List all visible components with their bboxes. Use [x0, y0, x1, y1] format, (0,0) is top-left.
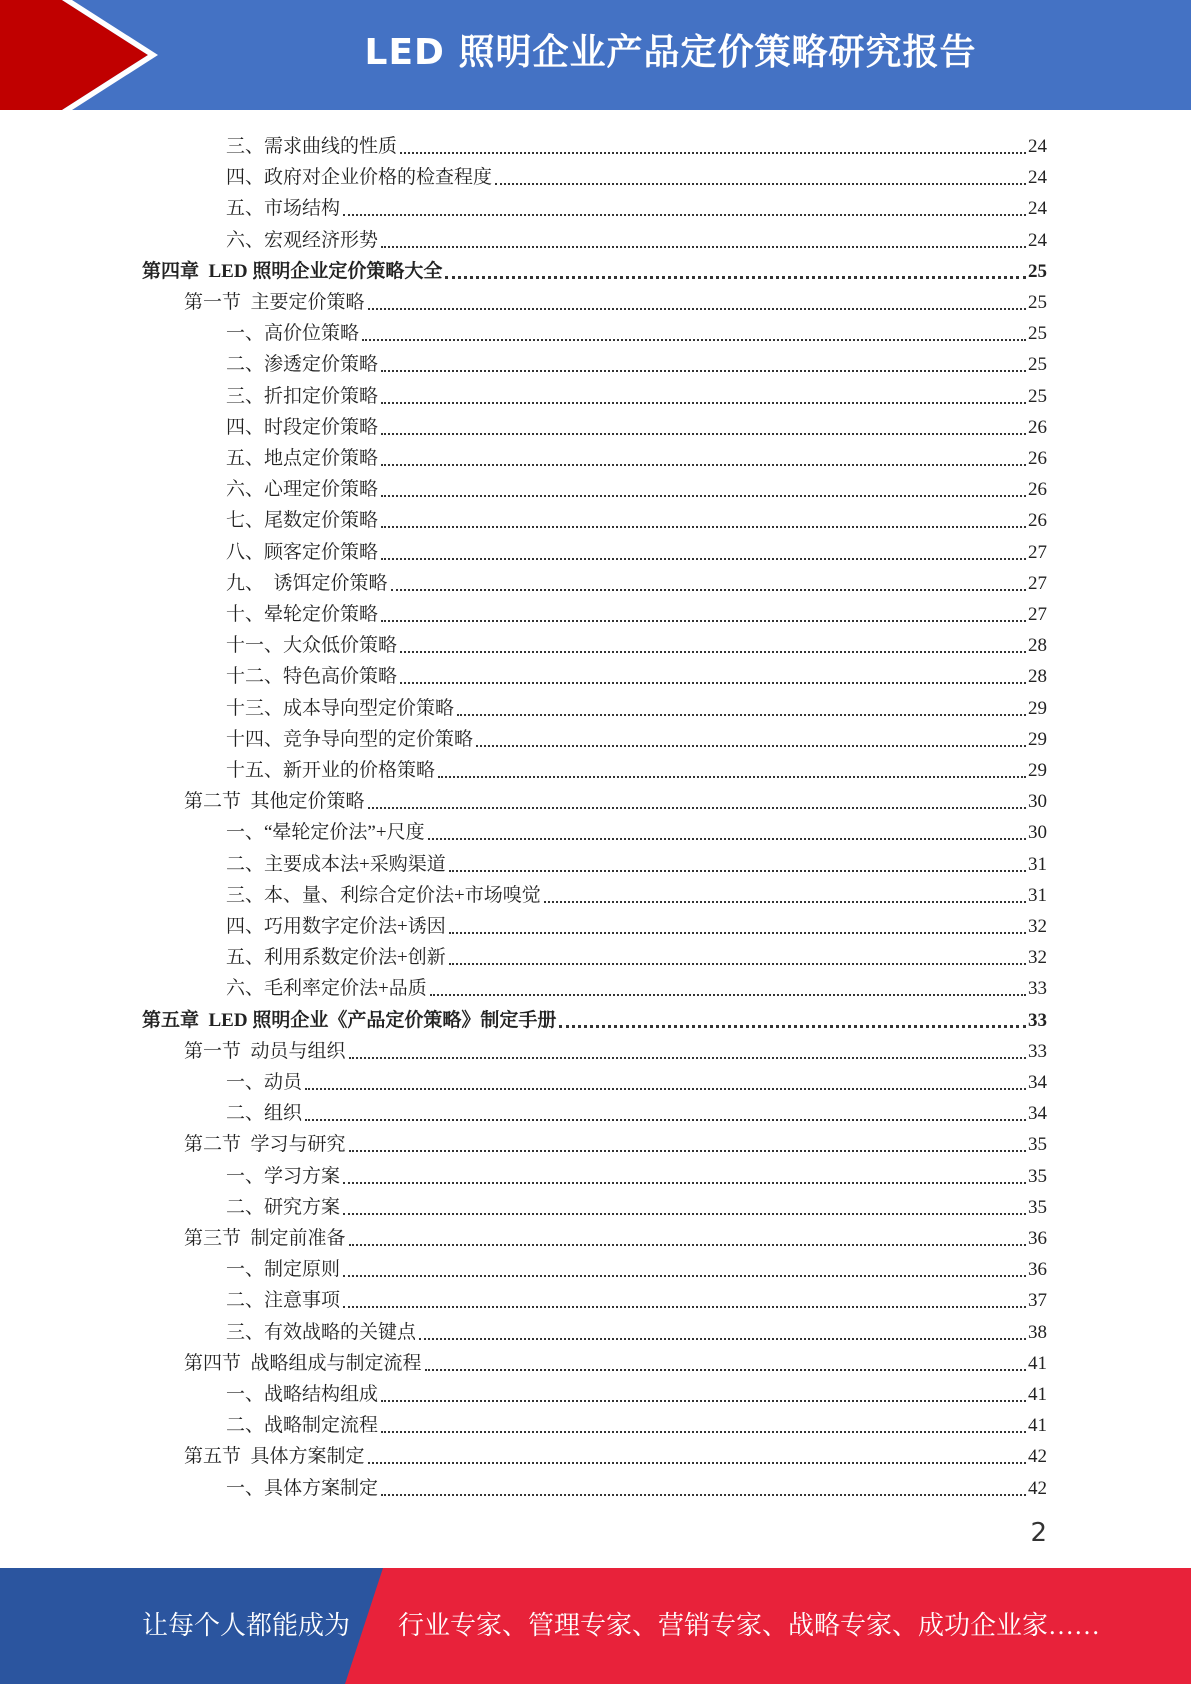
toc-entry-page: 25 — [1028, 385, 1047, 407]
toc-entry-page: 34 — [1028, 1103, 1047, 1125]
toc-entry-label: 九、 诱饵定价策略 — [226, 572, 388, 594]
toc-entry-page: 29 — [1028, 697, 1047, 719]
toc-entry[interactable] — [226, 534, 1047, 565]
toc-dot-leader — [381, 558, 1026, 560]
toc-dot-leader — [425, 1369, 1026, 1371]
toc-entry-label: 三、本、量、利综合定价法+市场嗅觉 — [226, 884, 541, 906]
toc-entry-page: 26 — [1028, 510, 1047, 532]
toc-entry-page: 36 — [1028, 1259, 1047, 1281]
toc-dot-leader — [495, 183, 1026, 185]
toc-dot-leader — [343, 1306, 1026, 1308]
toc-dot-leader — [343, 1275, 1026, 1277]
toc-entry-page: 31 — [1028, 853, 1047, 875]
page-footer — [0, 1568, 1191, 1684]
toc-entry-label: 第三节 制定前准备 — [184, 1228, 346, 1249]
toc-entry-page: 25 — [1028, 323, 1047, 345]
toc-entry-page: 35 — [1028, 1196, 1047, 1218]
toc-entry-page: 24 — [1028, 136, 1047, 157]
toc-entry[interactable] — [226, 690, 1047, 721]
toc-entry-page: 36 — [1028, 1228, 1047, 1249]
toc-entry-page: 41 — [1028, 1384, 1047, 1405]
toc-entry[interactable] — [226, 565, 1047, 596]
toc-entry[interactable] — [226, 346, 1047, 377]
toc-entry-label: 六、心理定价策略 — [226, 479, 379, 501]
toc-dot-leader — [349, 1150, 1026, 1152]
toc-entry-page: 27 — [1028, 604, 1047, 625]
toc-dot-leader — [305, 1119, 1026, 1121]
toc-entry[interactable] — [226, 190, 1047, 221]
toc-entry-page: 29 — [1028, 728, 1047, 750]
toc-entry-label: 五、地点定价策略 — [226, 448, 379, 469]
toc-entry-label: 十五、新开业的价格策略 — [226, 760, 436, 781]
toc-entry-label: 第二节 其他定价策略 — [184, 791, 365, 813]
toc-entry-page: 42 — [1028, 1477, 1047, 1499]
toc-entry-page: 33 — [1028, 978, 1047, 1000]
toc-entry[interactable] — [226, 502, 1047, 533]
page-number: 2 — [1030, 1518, 1047, 1548]
toc-dot-leader — [381, 464, 1026, 466]
toc-dot-leader — [476, 745, 1026, 747]
toc-entry-label: 第四节 战略组成与制定流程 — [184, 1352, 422, 1374]
toc-entry[interactable] — [226, 1158, 1047, 1189]
toc-entry-label: 一、制定原则 — [226, 1259, 341, 1281]
toc-entry-label: 三、有效战略的关键点 — [226, 1321, 417, 1343]
toc-entry-label: 第五章 LED 照明企业《产品定价策略》制定手册 — [142, 1009, 557, 1031]
toc-entry-label: 八、顾客定价策略 — [226, 541, 379, 563]
toc-entry-label: 二、研究方案 — [226, 1196, 341, 1218]
toc-entry-label: 五、市场结构 — [226, 198, 341, 220]
toc-dot-leader — [449, 870, 1026, 872]
toc-dot-leader — [400, 651, 1026, 653]
page-header — [0, 0, 1191, 110]
toc-entry[interactable] — [226, 658, 1047, 689]
header-red-arrow-shape — [0, 0, 160, 110]
toc-entry[interactable] — [142, 253, 1047, 284]
toc-entry-label: 一、动员 — [226, 1072, 303, 1093]
toc-entry-label: 四、巧用数字定价法+诱因 — [226, 916, 446, 937]
toc-entry-label: 第五节 具体方案制定 — [184, 1446, 365, 1468]
toc-entry-label: 二、注意事项 — [226, 1290, 341, 1312]
toc-entry[interactable] — [226, 814, 1047, 845]
footer-slogan-left: 让每个人都能成为 — [142, 1611, 351, 1640]
toc-entry[interactable] — [184, 1220, 1047, 1251]
toc-entry-page: 41 — [1028, 1352, 1047, 1374]
toc-dot-leader — [349, 1057, 1026, 1059]
toc-entry[interactable] — [184, 1126, 1047, 1157]
toc-dot-leader — [343, 1182, 1026, 1184]
toc-entry[interactable] — [226, 596, 1047, 627]
toc-entry-page: 30 — [1028, 822, 1047, 844]
toc-entry[interactable] — [226, 378, 1047, 409]
toc-entry[interactable] — [226, 752, 1047, 783]
toc-entry-page: 35 — [1028, 1165, 1047, 1187]
toc-dot-leader — [419, 1338, 1026, 1340]
toc-dot-leader — [343, 1213, 1026, 1215]
toc-entry[interactable] — [226, 908, 1047, 939]
toc-dot-leader — [343, 214, 1026, 216]
toc-dot-leader — [381, 433, 1026, 435]
toc-dot-leader — [368, 308, 1026, 310]
toc-entry-label: 一、战略结构组成 — [226, 1384, 379, 1405]
report-title: LED 照明企业产品定价策略研究报告 — [364, 32, 977, 73]
toc-entry-page: 35 — [1028, 1134, 1047, 1156]
toc-entry[interactable] — [226, 1189, 1047, 1220]
toc-entry-label: 四、政府对企业价格的检查程度 — [226, 167, 493, 189]
toc-entry[interactable] — [226, 222, 1047, 253]
toc-entry-label: 一、学习方案 — [226, 1165, 341, 1187]
toc-entry-page: 38 — [1028, 1321, 1047, 1343]
toc-dot-leader — [559, 1025, 1026, 1028]
toc-entry[interactable] — [226, 721, 1047, 752]
toc-entry[interactable] — [142, 1002, 1047, 1033]
toc-dot-leader — [381, 526, 1026, 528]
toc-entry-label: 四、时段定价策略 — [226, 416, 379, 438]
toc-entry[interactable] — [226, 1376, 1047, 1407]
toc-dot-leader — [438, 776, 1026, 778]
toc-dot-leader — [305, 1088, 1026, 1090]
toc-dot-leader — [381, 620, 1026, 622]
toc-entry-page: 25 — [1028, 354, 1047, 376]
toc-entry-label: 三、折扣定价策略 — [226, 385, 379, 407]
toc-entry-label: 二、渗透定价策略 — [226, 354, 379, 376]
toc-entry[interactable] — [184, 1438, 1047, 1469]
toc-entry-label: 十、晕轮定价策略 — [226, 604, 379, 625]
toc-dot-leader — [368, 807, 1026, 809]
toc-entry-label: 第一节 主要定价策略 — [184, 292, 365, 313]
toc-dot-leader — [381, 1400, 1026, 1402]
toc-entry[interactable] — [226, 128, 1047, 159]
toc-entry-label: 三、需求曲线的性质 — [226, 136, 398, 157]
toc-entry[interactable] — [226, 1064, 1047, 1095]
toc-dot-leader — [349, 1244, 1026, 1246]
toc-dot-leader — [391, 589, 1026, 591]
toc-entry-page: 27 — [1028, 572, 1047, 594]
toc-entry-label: 十二、特色高价策略 — [226, 666, 398, 688]
toc-entry[interactable] — [184, 1345, 1047, 1376]
toc-entry[interactable] — [226, 409, 1047, 440]
toc-dot-leader — [368, 1462, 1026, 1464]
toc-entry-page: 24 — [1028, 229, 1047, 251]
toc-entry-label: 六、毛利率定价法+品质 — [226, 978, 427, 1000]
toc-dot-leader — [544, 901, 1026, 903]
toc-dot-leader — [430, 994, 1026, 996]
toc-entry-page: 28 — [1028, 635, 1047, 657]
toc-entry-page: 37 — [1028, 1290, 1047, 1312]
toc-entry-label: 二、主要成本法+采购渠道 — [226, 853, 446, 875]
toc-entry-page: 29 — [1028, 760, 1047, 781]
toc-dot-leader — [381, 495, 1026, 497]
toc-entry-label: 十一、大众低价策略 — [226, 635, 398, 657]
toc-entry-label: 二、组织 — [226, 1103, 303, 1125]
toc-dot-leader — [381, 246, 1026, 248]
toc-entry-page: 26 — [1028, 416, 1047, 438]
toc-dot-leader — [428, 838, 1026, 840]
toc-entry[interactable] — [226, 159, 1047, 190]
toc-entry[interactable] — [226, 627, 1047, 658]
toc-entry[interactable] — [226, 1095, 1047, 1126]
toc-entry-label: 第二节 学习与研究 — [184, 1134, 346, 1156]
toc-entry-label: 五、利用系数定价法+创新 — [226, 947, 446, 969]
toc-entry-page: 28 — [1028, 666, 1047, 688]
toc-entry-page: 32 — [1028, 947, 1047, 969]
toc-entry[interactable] — [184, 1033, 1047, 1064]
toc-entry[interactable] — [226, 315, 1047, 346]
toc-entry[interactable] — [226, 877, 1047, 908]
toc-entry[interactable] — [226, 1470, 1047, 1501]
toc-dot-leader — [457, 714, 1026, 716]
toc-dot-leader — [381, 402, 1026, 404]
toc-entry-label: 十三、成本导向型定价策略 — [226, 697, 455, 719]
footer-slogan-right: 行业专家、管理专家、营销专家、战略专家、成功企业家…… — [398, 1611, 1101, 1640]
toc-entry[interactable] — [226, 1282, 1047, 1313]
toc-entry-page: 27 — [1028, 541, 1047, 563]
toc-entry-label: 一、“晕轮定价法”+尺度 — [226, 822, 425, 844]
toc-entry-page: 34 — [1028, 1072, 1047, 1093]
toc-entry[interactable] — [226, 1251, 1047, 1282]
toc-entry[interactable] — [226, 846, 1047, 877]
toc-entry-label: 第四章 LED 照明企业定价策略大全 — [142, 260, 443, 282]
toc-dot-leader — [449, 963, 1026, 965]
toc-dot-leader — [449, 932, 1026, 934]
toc-entry-page: 26 — [1028, 448, 1047, 469]
toc-entry[interactable] — [184, 783, 1047, 814]
toc-entry[interactable] — [226, 1314, 1047, 1345]
toc-entry[interactable] — [226, 1407, 1047, 1438]
toc-entry[interactable] — [226, 440, 1047, 471]
toc-dot-leader — [381, 370, 1026, 372]
toc-dot-leader — [445, 276, 1026, 279]
toc-entry-label: 一、高价位策略 — [226, 323, 360, 345]
toc-entry-page: 33 — [1028, 1040, 1047, 1062]
toc-entry-label: 六、宏观经济形势 — [226, 229, 379, 251]
toc-dot-leader — [400, 152, 1026, 154]
toc-entry[interactable] — [226, 939, 1047, 970]
toc-entry-page: 25 — [1028, 260, 1047, 282]
toc-entry-page: 26 — [1028, 479, 1047, 501]
toc-entry-page: 32 — [1028, 916, 1047, 937]
toc-entry-label: 二、战略制定流程 — [226, 1415, 379, 1437]
toc-entry[interactable] — [184, 284, 1047, 315]
toc-entry-page: 31 — [1028, 884, 1047, 906]
toc-entry-page: 33 — [1028, 1009, 1047, 1031]
toc-dot-leader — [381, 1494, 1026, 1496]
toc-entry-page: 25 — [1028, 292, 1047, 313]
toc-entry-page: 30 — [1028, 791, 1047, 813]
toc-entry-label: 七、尾数定价策略 — [226, 510, 379, 532]
toc-dot-leader — [400, 682, 1026, 684]
toc-entry-label: 一、具体方案制定 — [226, 1477, 379, 1499]
toc-entry[interactable] — [226, 471, 1047, 502]
toc-entry-label: 第一节 动员与组织 — [184, 1040, 346, 1062]
toc-entry-page: 42 — [1028, 1446, 1047, 1468]
toc-dot-leader — [362, 339, 1026, 341]
toc-entry-page: 24 — [1028, 167, 1047, 189]
toc-entry-page: 24 — [1028, 198, 1047, 220]
toc-dot-leader — [381, 1431, 1026, 1433]
toc-entry-label: 十四、竞争导向型的定价策略 — [226, 728, 474, 750]
toc-entry-page: 41 — [1028, 1415, 1047, 1437]
toc-entry[interactable] — [226, 970, 1047, 1001]
